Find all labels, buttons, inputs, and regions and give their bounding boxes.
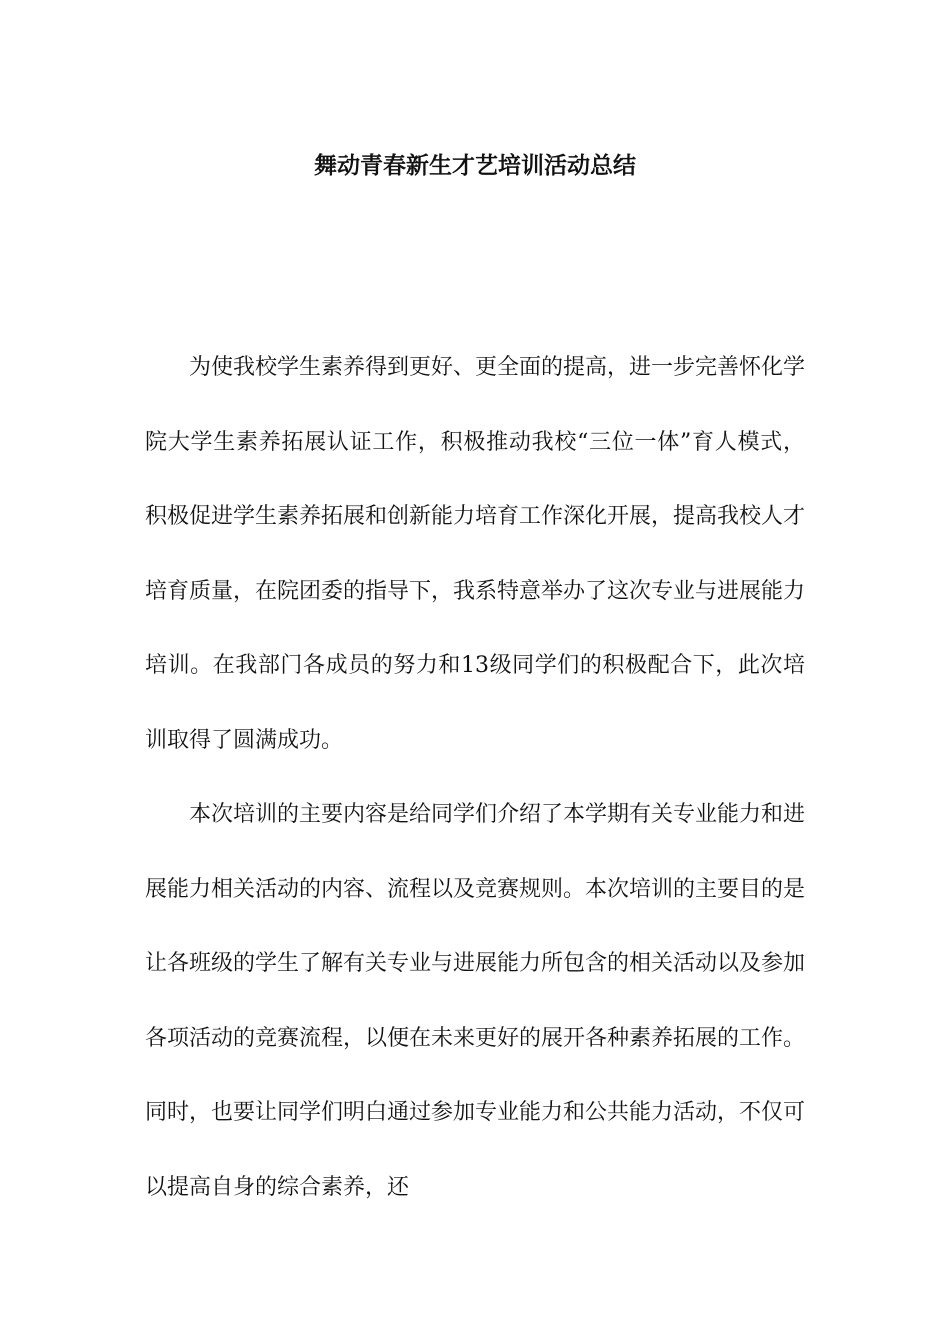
document-body <box>145 331 805 1225</box>
paragraph-2: 本次培训的主要内容是给同学们介绍了本学期有关专业能力和进展能力相关活动的内容、流程以及竞赛规则。本次培训的主要目的是让各班级的学生了解有关专业与进展能力所包含的相关活动以及参加各项活动的竞赛流程，以便在未来更好的展开各种素养拓展的工作。同时，也要让同学们明白通过参加专业能力和公共能力活动，不仅可以提高自身的综合素养，还 <box>145 802 806 1200</box>
paragraph-1: 为使我校学生素养得到更好、更全面的提高，进一步完善怀化学院大学生素养拓展认证工作，积极推动我校“三位一体”育人模式，积极促进学生素养拓展和创新能力培育工作深化开展，提高我校人才培育质量，在院团委的指导下，我系特意举办了这次专业与进展能力培训。在我部门各成员的努力和13级同学们的积极配合下，此次培训取得了圆满成功。 <box>145 355 806 753</box>
document-title: 舞动青春新生才艺培训活动总结 <box>314 153 636 180</box>
